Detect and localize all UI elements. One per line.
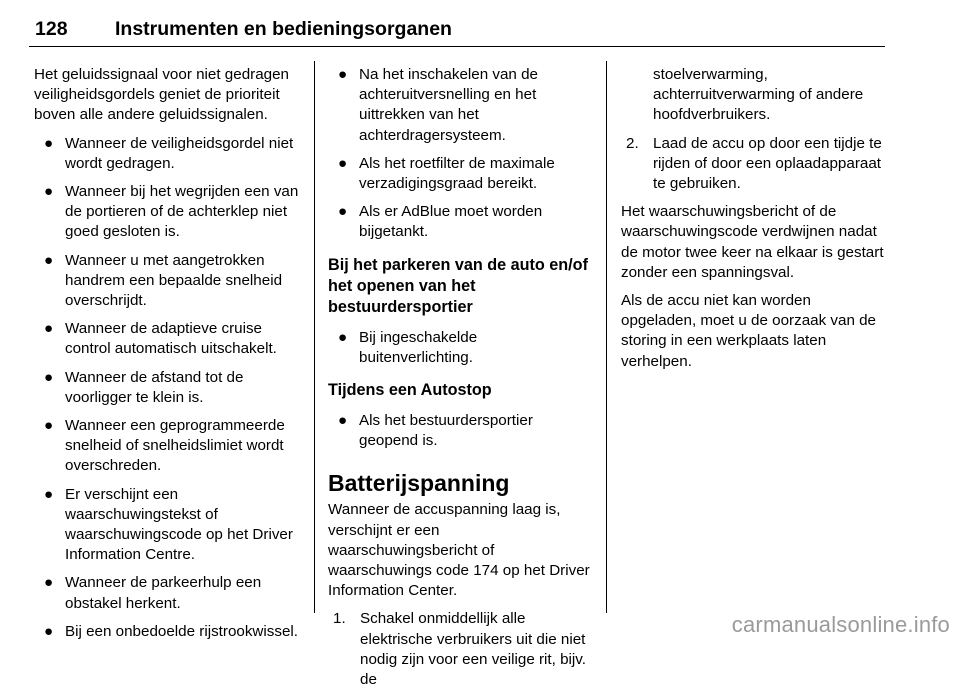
list-item: ● Als er AdBlue moet worden bijgetankt. (338, 203, 543, 241)
step-item: 2. Laad de accu op door een tijdje te rijden of door een oplaadapparaat te gebruiken. (626, 134, 882, 193)
intro-paragraph: Het geluidssignaal voor niet gedragen veiligheidsgordels geniet de prioriteit boven alle andere geluidssignalen. (34, 66, 289, 124)
battery-paragraph: Wanneer de accuspanning laag is, verschijnt er een waarschuwingsbericht of waarschuwings code 174 op het Driver Information Center. (328, 501, 590, 600)
bullet-icon: ● (338, 412, 348, 430)
bullet-icon: ● (338, 203, 348, 221)
bullet-icon: ● (338, 328, 348, 346)
bullet-icon: ● (44, 134, 54, 152)
subheading-autostop: Tijdens een Autostop (328, 381, 492, 400)
bullet-icon: ● (44, 417, 54, 435)
list-item: ● Als het bestuurdersportier geopend is. (338, 412, 533, 450)
list-item: ● Bij ingeschakelde buitenverlichting. (338, 328, 478, 366)
warning-list (34, 134, 300, 642)
paragraph-clear-warning: Het waarschuwingsbericht of de waarschuwingscode verdwijnen nadat de motor twee keer na elkaar is gestart zonder een spanningsval. (621, 203, 884, 281)
bullet-icon: ● (44, 485, 54, 503)
step-item: 1. Schakel onmiddellijk alle elektrische verbruikers uit die niet nodig zijn voor een veilige rit, bijv. de (333, 610, 586, 689)
list-item: ● Bij een onbedoelde rijstrookwissel. (34, 622, 300, 642)
steps-list-continued (621, 65, 887, 194)
page-number: 128 (35, 18, 68, 40)
bullet-icon: ● (338, 66, 348, 83)
bullet-icon: ● (44, 574, 54, 592)
bullet-icon: ● (44, 251, 54, 269)
warning-list-continued (328, 65, 593, 243)
column-2 (328, 65, 593, 698)
step-number: 2. (626, 134, 639, 152)
step-number: 1. (333, 610, 346, 628)
column-1 (34, 65, 300, 650)
list-item: ● Wanneer de parkeerhulp een obstakel herkent. (44, 574, 262, 612)
list-item: ● Er verschijnt een waarschuwingstekst of waarschuwingscode op het Driver Information Centre. (44, 485, 293, 564)
list-item: ● Als het roetfilter de maximale verzadigingsgraad bereikt. (338, 154, 555, 193)
bullet-icon: ● (44, 320, 54, 338)
autostop-list (328, 411, 593, 451)
page-title: Instrumenten en bedieningsorganen (115, 18, 452, 40)
list-item: ● Wanneer de veiligheidsgordel niet wordt gedragen. (44, 134, 294, 172)
bullet-icon: ● (44, 183, 54, 201)
step-item-continued: stoelverwarming, achterruitverwarming of andere hoofdverbruikers. (653, 66, 864, 124)
page-header (29, 10, 885, 47)
bullet-icon: ● (44, 622, 54, 640)
column-3 (621, 65, 887, 380)
bullet-icon: ● (338, 154, 348, 172)
list-item: ● Wanneer bij het wegrijden een van de portieren of de achterklep niet goed gesloten is. (44, 183, 299, 241)
bullet-icon: ● (44, 368, 54, 386)
list-item: ● Wanneer de adaptieve cruise control automatisch uitschakelt. (44, 320, 277, 358)
list-item: ● Wanneer de afstand tot de voorligger te klein is. (44, 368, 244, 406)
parking-list (328, 328, 593, 368)
column-divider-2 (606, 61, 607, 613)
section-title: Batterijspanning (328, 470, 510, 497)
list-item: ● Na het inschakelen van de achteruitversnelling en het uittrekken van het achterdragersysteem. (338, 66, 538, 144)
watermark: carmanualsonline.info (731, 612, 950, 637)
list-item: ● Wanneer een geprogrammeerde snelheid of snelheidslimiet wordt overschreden. (44, 417, 285, 475)
paragraph-workshop: Als de accu niet kan worden opgeladen, moet u de oorzaak van de storing in een werkplaats laten verhelpen. (621, 292, 876, 370)
column-divider-1 (314, 61, 315, 613)
subheading-parking: Bij het parkeren van de auto en/of het openen van het bestuurdersportier (328, 255, 588, 316)
steps-list (328, 609, 593, 690)
list-item: ● Wanneer u met aangetrokken handrem een bepaalde snelheid overschrijdt. (44, 251, 283, 310)
